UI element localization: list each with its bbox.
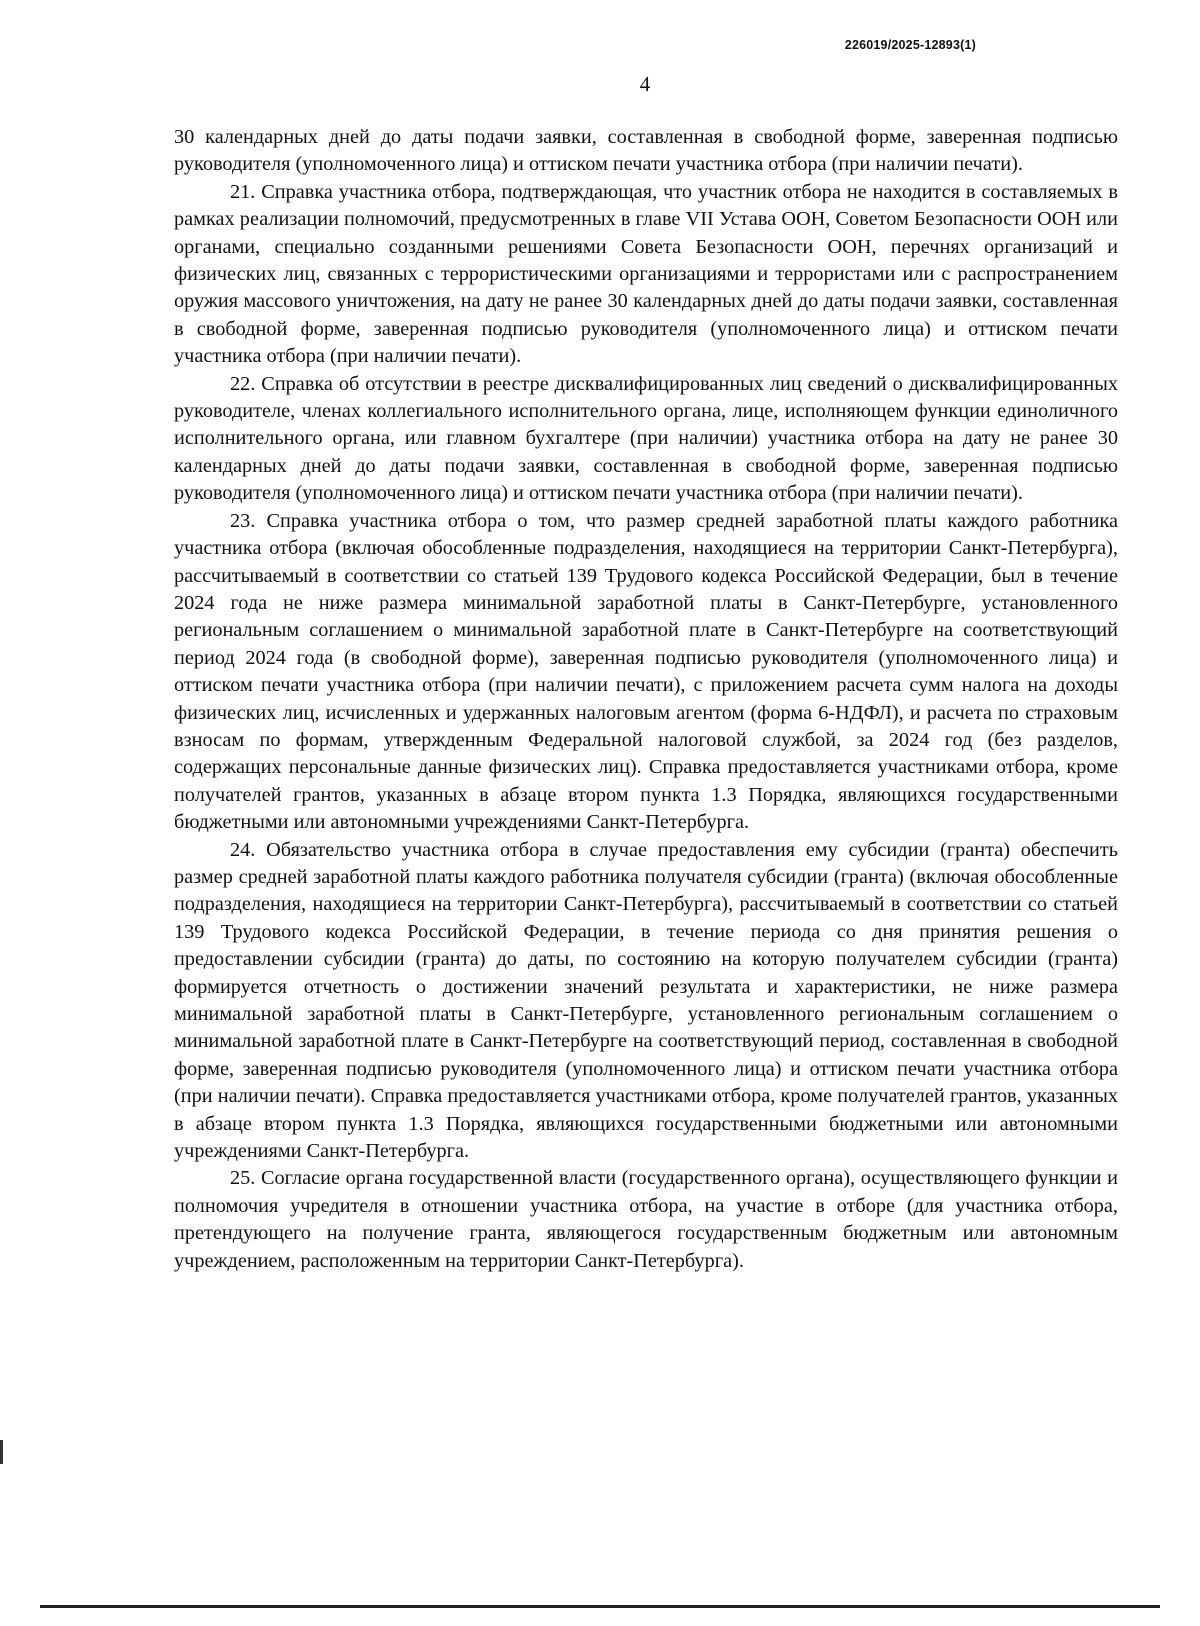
paragraph-item-24: 24. Обязательство участника отбора в случае предоставления ему субсидии (гранта) обеспечить размер средней заработной платы каждого работника получателя субсидии (гранта) (включая обособленные подразделения, находящиеся на территории Санкт-Петербурга), рассчитываемый в соответствии со статьей 139 Трудового кодекса Российской Федерации, в течение периода со дня принятия решения о предоставлении субсидии (гранта) до даты, по состоянию на которую получателем субсидии (гранта) формируется отчетность о достижении значений результата и характеристики, не ниже размера минимальной заработной платы в Санкт-Петербурге, установленного региональным соглашением о минимальной заработной плате в Санкт-Петербурге на соответствующий период, составленная в свободной форме, заверенная подписью руководителя (уполномоченного лица) и оттиском печати участника отбора (при наличии печати). Справка предоставляется участниками отбора, кроме получателей грантов, указанных в абзаце втором пункта 1.3 Порядка, являющихся государственными бюджетными или автономными учреждениями Санкт-Петербурга. bbox=[174, 838, 1118, 1163]
document-body bbox=[174, 124, 1118, 1275]
scan-bottom-edge bbox=[40, 1605, 1160, 1608]
paragraph-continuation: 30 календарных дней до даты подачи заявки, составленная в свободной форме, заверенная подписью руководителя (уполномоченного лица) и оттиском печати участника отбора (при наличии печати). bbox=[174, 126, 1118, 176]
paragraph-item-25: 25. Согласие органа государственной власти (государственного органа), осуществляющего функции и полномочия учредителя в отношении участника отбора, на участие в отборе (для участника отбора, претендующего на получение гранта, являющегося государственным бюджетным или автономным учреждением, расположенным на территории Санкт-Петербурга). bbox=[174, 1167, 1118, 1272]
page-number: 4 bbox=[639, 72, 651, 96]
document-registration-number: 226019/2025-12893(1) bbox=[844, 38, 976, 52]
paragraph-item-21: 21. Справка участника отбора, подтверждающая, что участник отбора не находится в составляемых в рамках реализации полномочий, предусмотренных в главе VII Устава ООН, Советом Безопасности ООН или органами, специально созданными решениями Совета Безопасности ООН, перечнях организаций и физических лиц, связанных с террористическими организациями и террористами или с распространением оружия массового уничтожения, на дату не ранее 30 календарных дней до даты подачи заявки, составленная в свободной форме, заверенная подписью руководителя (уполномоченного лица) и оттиском печати участника отбора (при наличии печати). bbox=[174, 180, 1118, 368]
scan-edge-mark bbox=[0, 1440, 3, 1464]
paragraph-item-23: 23. Справка участника отбора о том, что размер средней заработной платы каждого работника участника отбора (включая обособленные подразделения, находящиеся на территории Санкт-Петербурга), рассчитываемый в соответствии со статьей 139 Трудового кодекса Российской Федерации, был в течение 2024 года не ниже размера минимальной заработной платы в Санкт-Петербурге, установленного региональным соглашением о минимальной заработной плате в Санкт-Петербурге на соответствующий период 2024 года (в свободной форме), заверенная подписью руководителя (уполномоченного лица) и оттиском печати участника отбора (при наличии печати), с приложением расчета сумм налога на доходы физических лиц, исчисленных и удержанных налоговым агентом (форма 6-НДФЛ), и расчета по страховым взносам по формам, утвержденным Федеральной налоговой службой, за 2024 год (без разделов, содержащих персональные данные физических лиц). Справка предоставляется участниками отбора, кроме получателей грантов, указанных в абзаце втором пункта 1.3 Порядка, являющихся государственными бюджетными или автономными учреждениями Санкт-Петербурга. bbox=[174, 509, 1118, 834]
paragraph-item-22: 22. Справка об отсутствии в реестре дисквалифицированных лиц сведений о дисквалифицированных руководителе, членах коллегиального исполнительного органа, лице, исполняющем функции единоличного исполнительного органа, или главном бухгалтере (при наличии) участника отбора на дату не ранее 30 календарных дней до даты подачи заявки, составленная в свободной форме, заверенная подписью руководителя (уполномоченного лица) и оттиском печати участника отбора (при наличии печати). bbox=[174, 372, 1118, 505]
